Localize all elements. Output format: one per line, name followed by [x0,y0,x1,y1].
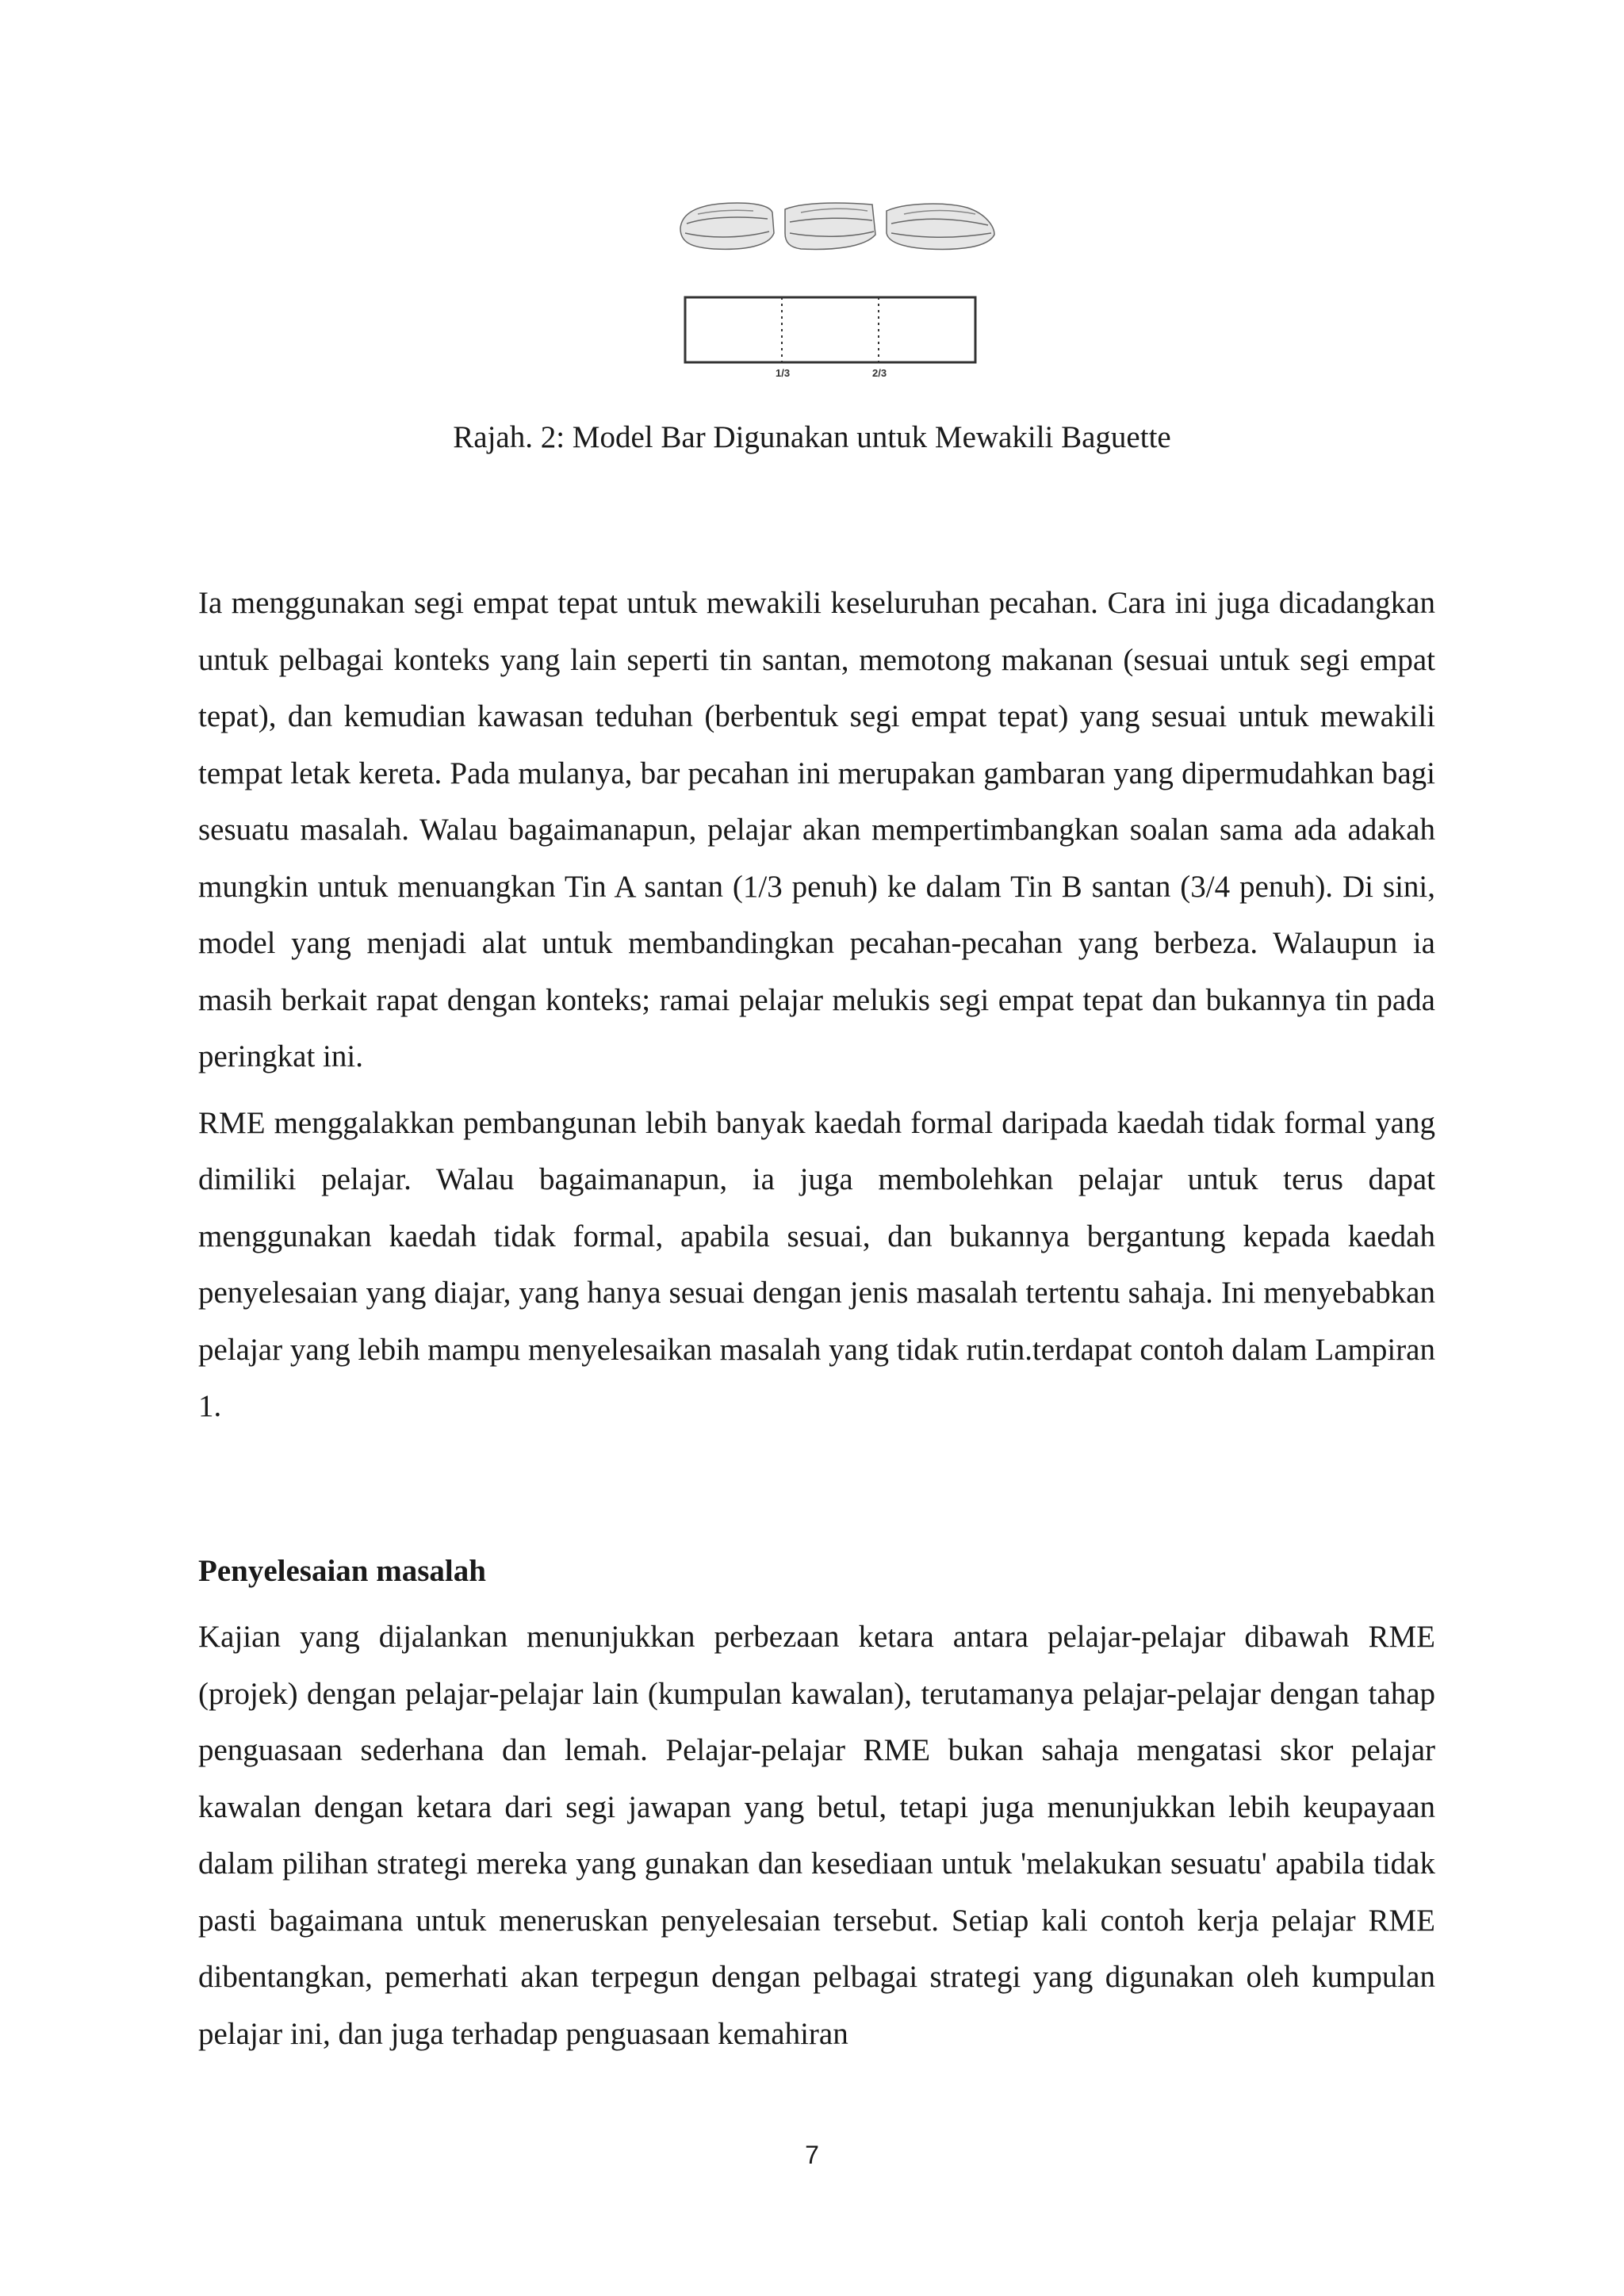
page-number: 7 [805,2141,819,2169]
figure-caption: Rajah. 2: Model Bar Digunakan untuk Mewakili Baguette [453,420,1171,454]
section-paragraph: Kajian yang dijalankan menunjukkan perbezaan ketara antara pelajar-pelajar dibawah RME (projek) dengan pelajar-pelajar lain (kumpulan kawalan), terutamanya pelajar-pelajar dengan tahap penguasaan sederhana dan lemah. Pelajar-pelajar RME bukan sahaja mengatasi skor pelajar kawalan dengan ketara dari segi jawapan yang betul, tetapi juga menunjukkan lebih keupayaan dalam pilihan strategi mereka yang gunakan dan kesediaan untuk 'melakukan sesuatu' apabila tidak pasti bagaimana untuk meneruskan penyelesaian tersebut. Setiap kali contoh kerja pelajar RME dibentangkan, pemerhati akan terpegun dengan pelbagai strategi yang digunakan oleh kumpulan pelajar ini, dan juga terhadap penguasaan kemahiran [198,1620,1435,2051]
body-paragraph-2: RME menggalakkan pembangunan lebih banyak kaedah formal daripada kaedah tidak formal yang dimiliki pelajar. Walau bagaimanapun, ia juga membolehkan pelajar untuk terus dapat menggunakan kaedah tidak formal, apabila sesuai, dan bukannya bergantung kepada kaedah penyelesaian yang diajar, yang hanya sesuai dengan jenis masalah tertentu sahaja. Ini menyebabkan pelajar yang lebih mampu menyelesaikan masalah yang tidak rutin.terdapat contoh dalam Lampiran 1. [198,1105,1435,1423]
bar-label-two-thirds: 2/3 [872,367,887,379]
fraction-bar [685,297,975,362]
bar-label-one-third: 1/3 [776,367,791,379]
section-heading: Penyelesaian masalah [198,1553,486,1588]
baguette-bar-figure [674,182,1007,381]
baguette-illustration-icon [680,203,994,249]
baguette-bar-model [674,182,1007,381]
main-content [198,575,1435,2062]
body-paragraph-1: Ia menggunakan segi empat tepat untuk mewakili keseluruhan pecahan. Cara ini juga dicadangkan untuk pelbagai konteks yang lain seperti tin santan, memotong makanan (sesuai untuk segi empat tepat), dan kemudian kawasan teduhan (berbentuk segi empat tepat) yang sesuai untuk mewakili tempat letak kereta. Pada mulanya, bar pecahan ini merupakan gambaran yang dipermudahkan bagi sesuatu masalah. Walau bagaimanapun, pelajar akan mempertimbangkan soalan sama ada adakah mungkin untuk menuangkan Tin A santan (1/3 penuh) ke dalam Tin B santan (3/4 penuh). Di sini, model yang menjadi alat untuk membandingkan pecahan-pecahan yang berbeza. Walaupun ia masih berkait rapat dengan konteks; ramai pelajar melukis segi empat tepat dan bukannya tin pada peringkat ini. [198,586,1435,1073]
